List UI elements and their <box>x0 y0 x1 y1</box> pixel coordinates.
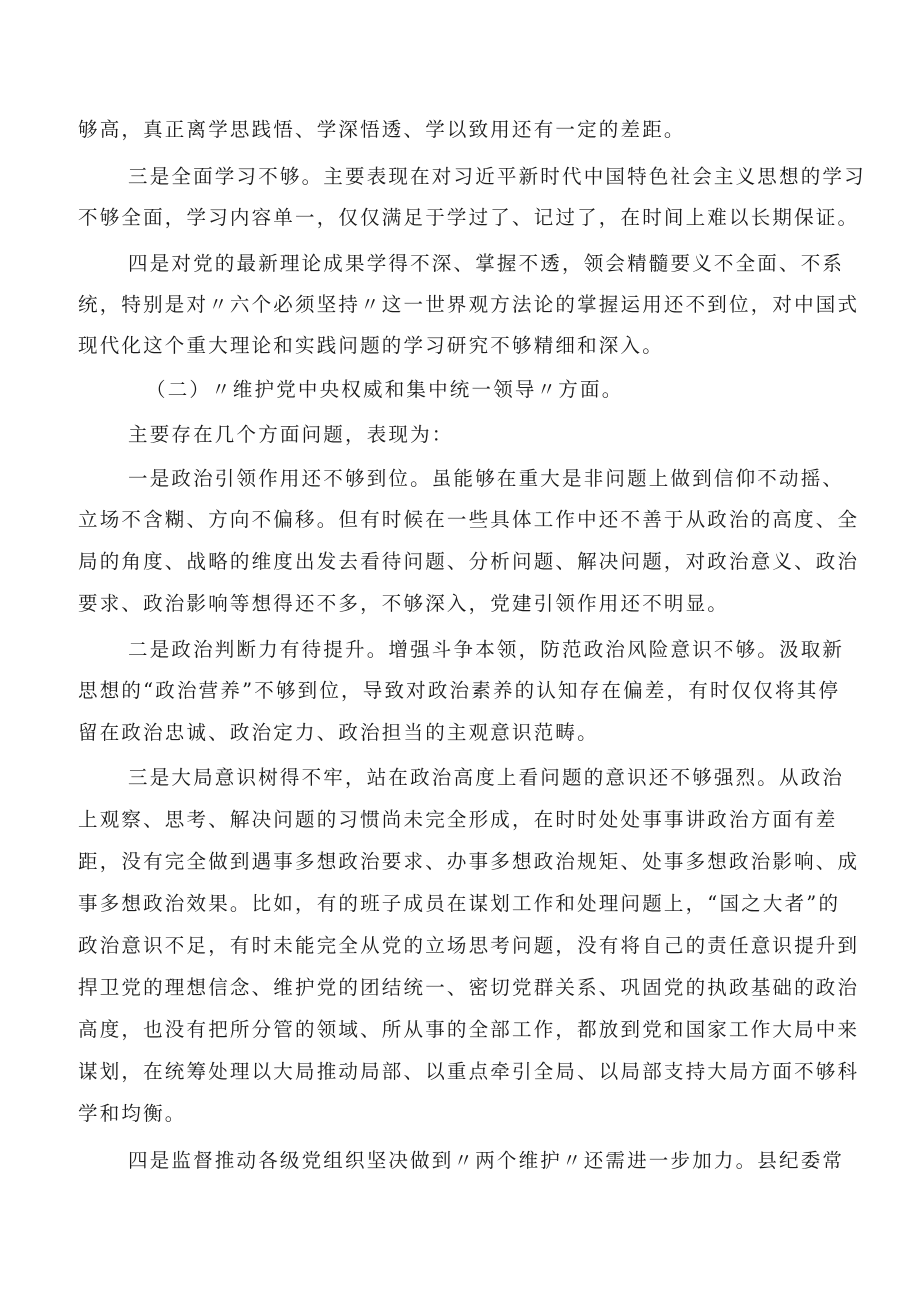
paragraph-line: 统，特别是对〃六个必须坚持〃这一世界观方法论的掌握运用还不到位，对中国式 <box>78 293 860 316</box>
paragraph-line: 一是政治引领作用还不够到位。虽能够在重大是非问题上做到信仰不动摇、 <box>128 467 845 490</box>
paragraph-line: 谋划，在统筹处理以大局推动局部、以重点牵引全局、以局部支持大局方面不够科 <box>78 1060 860 1083</box>
paragraph-line: 主要存在几个方面问题，表现为： <box>128 423 454 446</box>
paragraph-line: 捍卫党的理想信念、维护党的团结统一、密切党群关系、巩固党的执政基础的政治 <box>78 976 860 999</box>
paragraph-line: 二是政治判断力有待提升。增强斗争本领，防范政治风险意识不够。汲取新 <box>128 638 845 661</box>
paragraph-line: 三是全面学习不够。主要表现在对习近平新时代中国特色社会主义思想的学习 <box>128 165 866 188</box>
paragraph-line: 不够全面，学习内容单一，仅仅满足于学过了、记过了，在时间上难以长期保证。 <box>78 206 860 229</box>
paragraph-line: 三是大局意识树得不牢，站在政治高度上看问题的意识还不够强烈。从政治 <box>128 766 845 789</box>
paragraph-line: 事多想政治效果。比如，有的班子成员在谋划工作和处理问题上，“国之大者”的 <box>78 892 841 915</box>
paragraph-line: 四是对党的最新理论成果学得不深、掌握不透，领会精髓要义不全面、不系 <box>128 252 845 275</box>
paragraph-line: 四是监督推动各级党组织坚决做到〃两个维护〃还需进一步加力。县纪委常 <box>128 1149 845 1172</box>
paragraph-line: 距，没有完全做到遇事多想政治要求、办事多想政治规矩、处事多想政治影响、成 <box>78 850 860 873</box>
paragraph-line: 思想的“政治营养”不够到位，导致对政治素养的认知存在偏差，有时仅仅将其停 <box>78 679 841 702</box>
paragraph-line: 留在政治忠诚、政治定力、政治担当的主观意识范畴。 <box>78 721 599 744</box>
section-heading: （二）〃维护党中央权威和集中统一领导〃方面。 <box>146 378 624 401</box>
paragraph-line: 上观察、思考、解决问题的习惯尚未完全形成，在时时处处事事讲政治方面有差 <box>78 808 838 831</box>
paragraph-line: 政治意识不足，有时未能完全从党的立场思考问题，没有将自己的责任意识提升到 <box>78 934 860 957</box>
paragraph-line: 学和均衡。 <box>78 1102 187 1125</box>
paragraph-line: 够高，真正离学思践悟、学深悟透、学以致用还有一定的差距。 <box>78 118 686 141</box>
paragraph-line: 要求、政治影响等想得还不多，不够深入，党建引领作用还不明显。 <box>78 592 730 615</box>
paragraph-line: 局的角度、战略的维度出发去看待问题、分析问题、解决问题，对政治意义、政治 <box>78 550 860 573</box>
paragraph-line: 现代化这个重大理论和实践问题的学习研究不够精细和深入。 <box>78 334 664 357</box>
paragraph-line: 立场不含糊、方向不偏移。但有时候在一些具体工作中还不善于从政治的高度、全 <box>78 508 860 531</box>
paragraph-line: 高度，也没有把所分管的领域、所从事的全部工作，都放到党和国家工作大局中来 <box>78 1018 860 1041</box>
